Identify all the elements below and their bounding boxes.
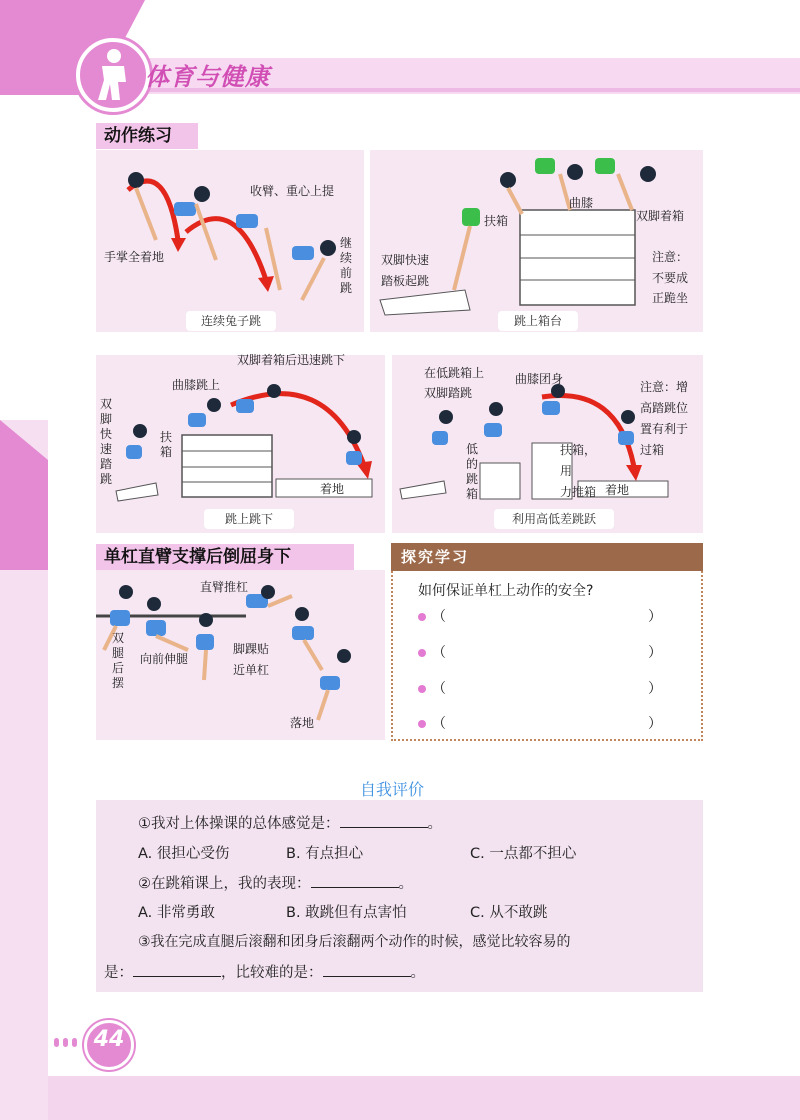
left-wedge: [0, 420, 48, 570]
answer-close-2: ）: [648, 645, 662, 661]
inquiry-question: 如何保证单杠上动作的安全?: [418, 583, 594, 599]
blank-line[interactable]: [340, 813, 428, 828]
blank-line[interactable]: [133, 962, 221, 977]
label-arms-up: 收臂、重心上提: [250, 184, 335, 198]
bullet-icon: [418, 649, 426, 657]
eval-option-1a[interactable]: A. 很担心受伤: [138, 846, 230, 862]
eval-option-1b[interactable]: B. 有点担心: [286, 846, 364, 862]
dot-icon: [54, 1038, 59, 1047]
bunny-hop-illustration: [96, 150, 364, 332]
bullet-icon: [418, 613, 426, 621]
answer-open-2: （: [432, 645, 446, 661]
page-number: 44: [93, 1027, 125, 1052]
label-straight-arm-push: 直臂推杠: [200, 580, 249, 594]
panel-jump-up-down: [96, 355, 385, 533]
answer-close-1: ）: [648, 609, 662, 625]
evaluation-title: 自我评价: [360, 780, 425, 799]
bottom-band: [48, 1076, 800, 1120]
label-landing-2: 着地: [605, 483, 630, 497]
label-note-raise: 注意：增: [640, 380, 689, 394]
label-board-takeoff: 踏板起跳: [381, 274, 430, 288]
blank-line[interactable]: [311, 873, 399, 888]
label-on-low-box: 在低跳箱上: [424, 366, 485, 380]
jump-up-down-illustration: [96, 355, 385, 533]
label-near-bar: 近单杠: [233, 663, 270, 677]
dot-icon: [72, 1038, 77, 1047]
label-ankle-close: 脚踝贴: [233, 642, 270, 656]
caption-bunny-hop: 连续兔子跳: [186, 311, 276, 331]
label-legs-swing-back: 双腿后摆: [112, 631, 125, 690]
answer-close-4: ）: [648, 716, 662, 732]
panel-bunny-hop: [96, 150, 364, 332]
label-low-box: 低的跳箱: [466, 442, 479, 501]
label-quick-feet: 双脚快速: [381, 253, 430, 267]
label-not-to: 不要成: [652, 271, 689, 285]
caption-jump-on-box: 跳上箱台: [498, 311, 578, 331]
label-both-feet-takeoff: 双脚踏跳: [424, 386, 473, 400]
label-palms-down: 手掌全着地: [104, 250, 165, 264]
caption-height-difference: 利用高低差跳跃: [494, 509, 614, 529]
answer-open-1: （: [432, 609, 446, 625]
gymnast-logo-icon: [80, 42, 146, 108]
label-bend-knee: 曲膝: [569, 196, 594, 210]
eval-question-3-cont: 是： ，比较难的是： 。: [104, 961, 425, 982]
blank-line[interactable]: [323, 962, 411, 977]
label-tuck: 曲膝团身: [515, 372, 564, 386]
header-title: 体育与健康: [145, 63, 270, 91]
caption-jump-up-down: 跳上跳下: [204, 509, 294, 529]
bullet-icon: [418, 720, 426, 728]
label-landing: 着地: [320, 482, 345, 496]
label-quick-takeoff: 双脚快速踏跳: [100, 397, 113, 486]
label-note: 注意：: [652, 250, 689, 264]
label-push-box: 扶箱，用 力推箱: [560, 443, 597, 499]
label-hold-box: 扶箱: [484, 214, 509, 228]
label-keep-jumping: 继续前跳: [340, 236, 353, 295]
eval-question-2: ②在跳箱课上，我的表现： 。: [138, 872, 413, 893]
section-title-practice: 动作练习: [96, 123, 198, 149]
label-both-feet-on-box: 双脚着箱: [636, 209, 685, 223]
label-land: 落地: [290, 716, 315, 730]
answer-open-3: （: [432, 681, 446, 697]
eval-option-2b[interactable]: B. 敢跳但有点害怕: [286, 905, 407, 921]
eval-question-1: ①我对上体操课的总体感觉是： 。: [138, 812, 442, 833]
bullet-icon: [418, 685, 426, 693]
label-clear-box: 过箱: [640, 443, 665, 457]
eval-option-2c[interactable]: C. 从不敢跳: [470, 905, 548, 921]
eval-option-1c[interactable]: C. 一点都不担心: [470, 846, 577, 862]
label-legs-forward: 向前伸腿: [140, 652, 189, 666]
dot-icon: [63, 1038, 68, 1047]
inquiry-title: 探究学习: [401, 548, 470, 566]
logo: [76, 38, 150, 112]
label-jump-down-quickly: 双脚着箱后迅速跳下: [237, 353, 346, 367]
answer-open-4: （: [432, 716, 446, 732]
label-takeoff-position: 高踏跳位: [640, 401, 689, 415]
eval-question-3: ③我在完成直腿后滚翻和团身后滚翻两个动作的时候，感觉比较容易的: [138, 934, 571, 950]
answer-close-3: ）: [648, 681, 662, 697]
eval-option-2a[interactable]: A. 非常勇敢: [138, 905, 215, 921]
label-bend-knee-up: 曲膝跳上: [172, 378, 221, 392]
section-title-horizontal-bar: 单杠直臂支撑后倒屈身下: [96, 544, 354, 570]
label-hold-box-2: 扶箱: [160, 430, 173, 459]
label-helps: 置有利于: [640, 422, 689, 436]
label-kneel: 正跪坐: [652, 291, 689, 305]
